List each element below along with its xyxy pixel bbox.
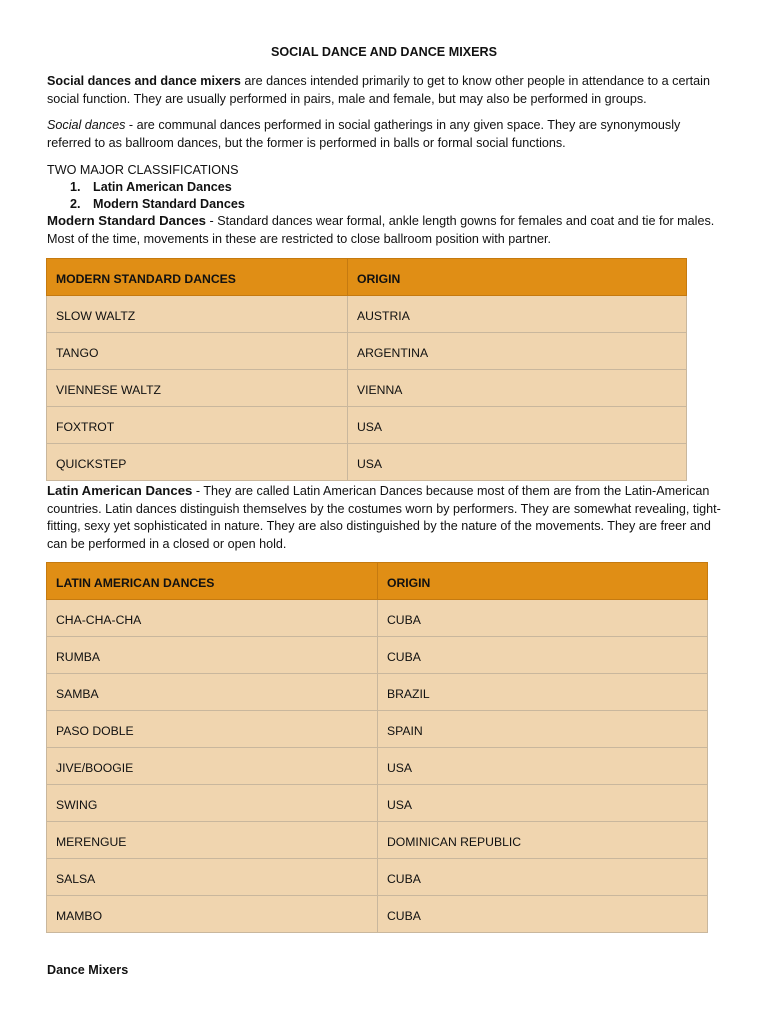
origin-cell: USA [378, 748, 708, 785]
modern-text: - Standard dances wear formal, ankle length gowns for females and coat and tie for males. Most of the time, movements in these are restricted to close ballroom position with partner. [47, 214, 715, 246]
origin-cell: VIENNA [348, 370, 687, 407]
table-row [47, 296, 687, 333]
origin-cell: DOMINICAN REPUBLIC [378, 822, 708, 859]
table-header-cell: MODERN STANDARD DANCES [47, 259, 348, 296]
table-header-row [47, 563, 708, 600]
origin-cell: BRAZIL [378, 674, 708, 711]
table-header-cell: LATIN AMERICAN DANCES [47, 563, 378, 600]
dance-cell: TANGO [47, 333, 348, 370]
social-dances-lead: Social dances [47, 118, 126, 132]
origin-cell: ARGENTINA [348, 333, 687, 370]
table-row [47, 785, 708, 822]
list-item [70, 179, 245, 196]
origin-cell: CUBA [378, 600, 708, 637]
list-number: 1. [70, 180, 81, 194]
origin-cell: AUSTRIA [348, 296, 687, 333]
table-row [47, 637, 708, 674]
latin-description [47, 482, 727, 553]
origin-cell: USA [348, 407, 687, 444]
intro-lead: Social dances and dance mixers [47, 74, 241, 88]
dance-cell: SWING [47, 785, 378, 822]
dance-cell: QUICKSTEP [47, 444, 348, 481]
dance-cell: RUMBA [47, 637, 378, 674]
table-header-cell: ORIGIN [378, 563, 708, 600]
classifications-list [70, 179, 245, 213]
table-row [47, 674, 708, 711]
dance-cell: SALSA [47, 859, 378, 896]
modern-lead: Modern Standard Dances [47, 213, 207, 228]
modern-description [47, 212, 727, 248]
modern-standard-table [46, 258, 687, 481]
dance-cell: CHA-CHA-CHA [47, 600, 378, 637]
dance-cell: SLOW WALTZ [47, 296, 348, 333]
table-row [47, 407, 687, 444]
document-title: SOCIAL DANCE AND DANCE MIXERS [270, 45, 497, 59]
dance-cell: MAMBO [47, 896, 378, 933]
table-row [47, 822, 708, 859]
dance-mixers-heading: Dance Mixers [47, 963, 129, 977]
dance-cell: SAMBA [47, 674, 378, 711]
origin-cell: SPAIN [378, 711, 708, 748]
origin-cell: USA [348, 444, 687, 481]
table-row [47, 333, 687, 370]
table-row [47, 859, 708, 896]
dance-cell: MERENGUE [47, 822, 378, 859]
table-header-row [47, 259, 687, 296]
list-number: 2. [70, 197, 81, 211]
social-dances-text: - are communal dances performed in social gatherings in any given space. They are synonymously referred to as ballroom dances, but the former is performed in balls or formal social functions. [47, 118, 681, 150]
list-item [70, 196, 245, 213]
latin-american-table [46, 562, 708, 933]
dance-cell: VIENNESE WALTZ [47, 370, 348, 407]
dance-cell: JIVE/BOOGIE [47, 748, 378, 785]
table-header-cell: ORIGIN [348, 259, 687, 296]
table-row [47, 444, 687, 481]
dance-cell: FOXTROT [47, 407, 348, 444]
table-row [47, 748, 708, 785]
table-row [47, 600, 708, 637]
classifications-heading: TWO MAJOR CLASSIFICATIONS [47, 163, 239, 177]
origin-cell: CUBA [378, 859, 708, 896]
list-label: Modern Standard Dances [93, 197, 245, 211]
social-dances-paragraph [47, 117, 727, 152]
origin-cell: CUBA [378, 896, 708, 933]
intro-text: are dances intended primarily to get to know other people in attendance to a certain social function. They are usually performed in pairs, male and female, but may also be performed in groups. [47, 74, 710, 106]
dance-cell: PASO DOBLE [47, 711, 378, 748]
latin-text: - They are called Latin American Dances because most of them are from the Latin-American countries. Latin dances distinguish themselves by the costumes worn by performers. They are somewhat revealing, tight-fitting, sexy yet sophisticated in nature. They are also distinguished by the nature of the movements. They are freer and can be performed in a closed or open hold. [47, 484, 721, 551]
origin-cell: CUBA [378, 637, 708, 674]
table-row [47, 896, 708, 933]
list-label: Latin American Dances [93, 180, 232, 194]
origin-cell: USA [378, 785, 708, 822]
intro-paragraph [47, 73, 727, 108]
table-row [47, 370, 687, 407]
latin-lead: Latin American Dances [47, 483, 193, 498]
table-row [47, 711, 708, 748]
